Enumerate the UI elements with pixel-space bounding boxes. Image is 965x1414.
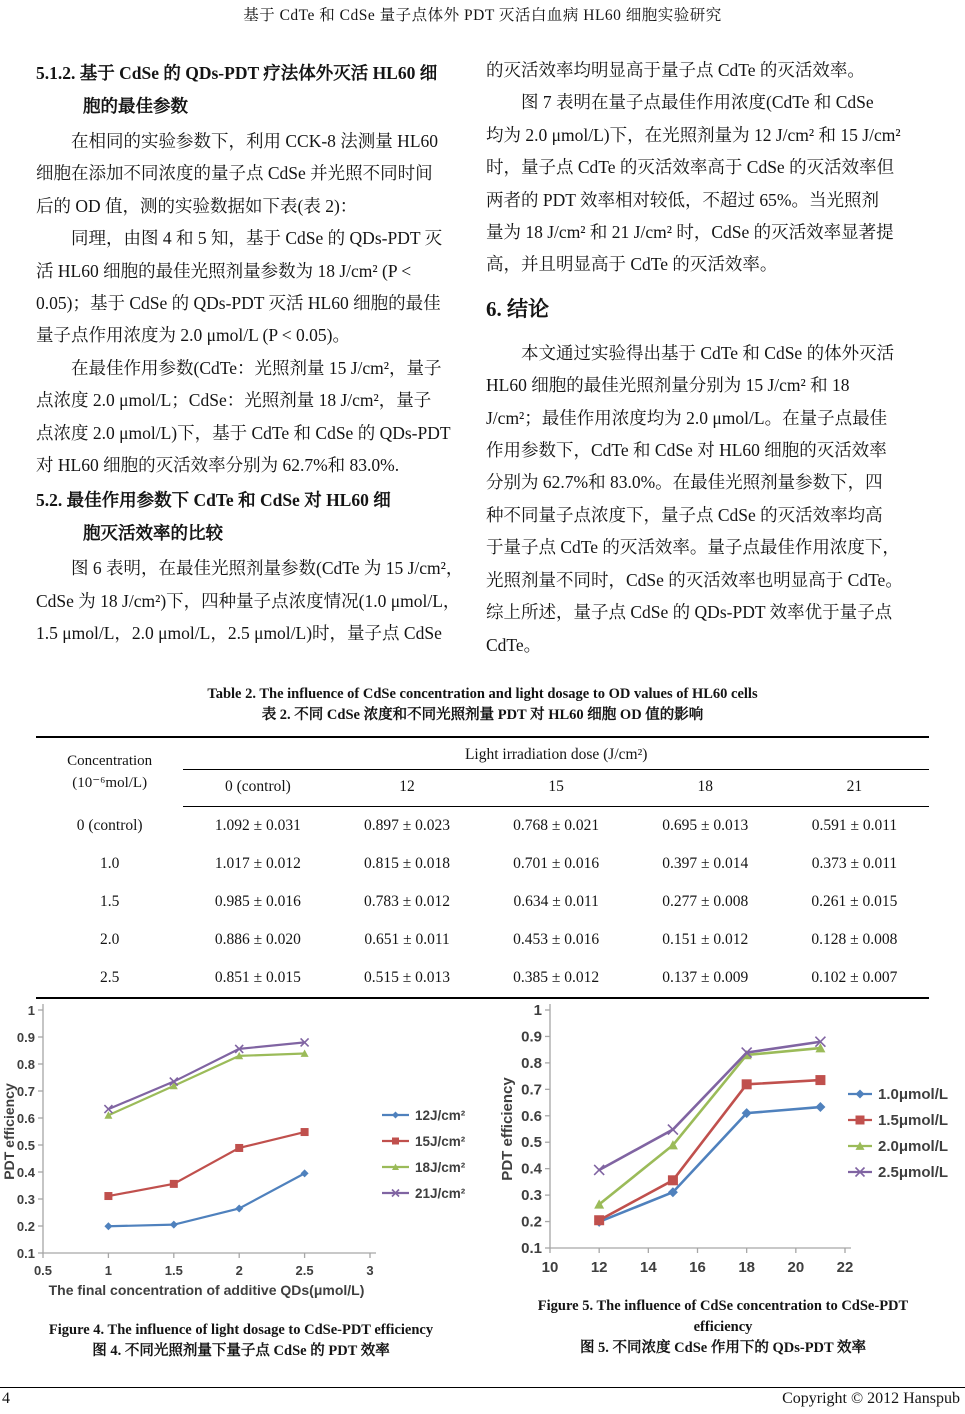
x-tick-label: 1	[104, 1263, 113, 1278]
text-line: 的灭活效率均明显高于量子点 CdTe 的灭活效率。	[486, 60, 865, 80]
text-line: CdSe 为 18 J/cm²)下，四种量子点浓度情况(1.0 μmol/L，	[36, 590, 461, 611]
dose-header: 21	[780, 770, 929, 807]
od-value-cell: 0.591 ± 0.011	[811, 817, 898, 834]
series-line	[599, 1048, 820, 1204]
od-value-cell: 0.128 ± 0.008	[811, 931, 898, 948]
row-label: 1.0	[99, 855, 120, 872]
dose-header: 12	[332, 770, 481, 807]
diamond-marker	[301, 1169, 309, 1177]
diamond-marker	[235, 1204, 243, 1212]
x-tick-label: 20	[787, 1259, 805, 1276]
dose-header: 18	[631, 770, 780, 807]
row-label: 1.5	[99, 893, 120, 910]
section-heading	[486, 295, 930, 323]
figure-4-caption	[0, 1320, 482, 1362]
od-value-cell: 0.397 ± 0.014	[662, 855, 749, 872]
copyright-text: Copyright © 2012 Hanspub	[782, 1390, 960, 1407]
y-tick-label: 1	[533, 1002, 542, 1019]
x-tick-label: 1.5	[164, 1263, 183, 1278]
y-tick-label: 0.3	[521, 1187, 542, 1205]
od-value-cell: 0.385 ± 0.012	[482, 959, 631, 998]
text-line: 时，量子点 CdTe 的灭活效率高于 CdSe 的灭活效率但	[486, 157, 895, 178]
figure-5	[482, 998, 965, 1398]
concentration-header-line2: (10⁻⁶mol/L)	[72, 775, 148, 792]
text-line: 0.05)；基于 CdSe 的 QDs-PDT 灭活 HL60 细胞的最佳	[36, 293, 441, 314]
square-marker	[815, 1075, 825, 1085]
y-tick-label: 0.5	[521, 1134, 542, 1152]
legend-label: 1.5μmol/L	[878, 1112, 949, 1129]
concentration-header	[36, 737, 183, 807]
y-tick-label: 0.8	[521, 1054, 542, 1072]
paragraph	[36, 352, 480, 482]
section-heading	[36, 484, 480, 550]
od-value-cell: 0.137 ± 0.009	[631, 959, 780, 998]
od-value-cell: 0.695 ± 0.013	[662, 817, 749, 834]
od-value-cell: 0.515 ± 0.013	[332, 959, 481, 998]
concentration-header-line1: Concentration	[67, 753, 153, 770]
od-value-cell: 0.768 ± 0.021	[513, 817, 600, 834]
text-line: 光照剂量不同时，CdSe 的灭活效率也明显高于 CdTe。	[486, 569, 903, 590]
figure-5-caption-zh: 图 5. 不同浓度 CdSe 作用下的 QDs-PDT 效率	[579, 1340, 867, 1356]
text-line: 两者的 PDT 效率相对较低，不超过 65%。当光照剂	[486, 189, 879, 210]
text-line: HL60 细胞的最佳光照剂量分别为 15 J/cm² 和 18	[486, 375, 850, 396]
table-body	[36, 807, 929, 999]
figure-4	[0, 998, 482, 1398]
y-tick-label: 0.3	[16, 1192, 35, 1207]
text-line: 6. 结论	[486, 296, 549, 321]
text-line: 5.2. 最佳作用参数下 CdTe 和 CdSe 对 HL60 细	[36, 490, 391, 511]
legend-label: 12J/cm²	[415, 1108, 466, 1123]
y-tick-label: 0.1	[521, 1240, 542, 1257]
od-value-cell: 0.815 ± 0.018	[364, 855, 451, 872]
row-label: 2.0	[99, 931, 120, 948]
series-line	[108, 1173, 304, 1226]
text-line: 细胞在添加不同浓度的量子点 CdSe 并光照不同时间	[36, 163, 433, 184]
diamond-marker	[392, 1112, 399, 1119]
y-tick-label: 0.5	[16, 1138, 35, 1153]
series-line	[599, 1107, 820, 1222]
od-value-cell: 0.985 ± 0.016	[214, 893, 301, 910]
od-value-cell: 0.701 ± 0.016	[513, 855, 600, 872]
footer-divider	[0, 1387, 965, 1388]
x-tick-label: 2	[235, 1263, 243, 1278]
dose-span-header: Light irradiation dose (J/cm²)	[183, 737, 929, 770]
text-line: 对 HL60 细胞的灭活效率分别为 62.7%和 83.0%.	[36, 455, 400, 476]
y-tick-label: 0.9	[16, 1030, 35, 1045]
diamond-marker	[170, 1221, 178, 1229]
row-label: 0 (control)	[76, 816, 143, 834]
square-marker	[170, 1180, 178, 1188]
section-heading	[36, 57, 480, 123]
running-header: 基于 CdTe 和 CdSe 量子点体外 PDT 灭活白血病 HL60 细胞实验研究	[243, 7, 722, 24]
text-line: 胞的最佳参数	[83, 96, 188, 116]
y-axis-title: PDT efficiency	[1, 1083, 17, 1180]
x-tick-label: 12	[590, 1259, 608, 1276]
x-tick-label: 14	[639, 1259, 657, 1276]
text-line: 点浓度 2.0 μmol/L；CdSe：光照剂量 18 J/cm²，量子	[36, 390, 432, 411]
text-line: 同理，由图 4 和 5 知，基于 CdSe 的 QDs-PDT 灭	[71, 228, 443, 249]
y-tick-label: 0.7	[521, 1081, 542, 1099]
figure-5-chart	[482, 998, 965, 1294]
od-value-cell: 0.634 ± 0.011	[513, 893, 599, 910]
x-tick-label: 22	[836, 1259, 854, 1276]
table-row	[36, 807, 929, 846]
text-line: 胞灭活效率的比较	[83, 523, 223, 544]
text-line: 种不同量子点浓度下，量子点 CdSe 的灭活效率均高	[486, 504, 883, 525]
legend-label: 15J/cm²	[415, 1134, 466, 1149]
legend-label: 2.5μmol/L	[878, 1164, 949, 1181]
od-value-cell: 0.886 ± 0.020	[214, 931, 301, 948]
text-line: 综上所述，量子点 CdSe 的 QDs-PDT 效率优于量子点	[486, 602, 893, 623]
y-tick-label: 0.6	[16, 1111, 35, 1126]
paragraph	[486, 86, 930, 280]
text-line: 在最佳作用参数(CdTe：光照剂量 15 J/cm²，量子	[71, 357, 442, 378]
text-line: 高，并且明显高于 CdTe 的灭活效率。	[486, 254, 778, 275]
od-value-cell: 0.102 ± 0.007	[780, 959, 929, 998]
od-value-cell: 1.092 ± 0.031	[214, 817, 301, 834]
text-line: 本文通过实验得出基于 CdTe 和 CdSe 的体外灭活	[521, 342, 895, 363]
text-line: 量子点作用浓度为 2.0 μmol/L (P < 0.05)。	[36, 325, 350, 346]
y-tick-label: 0.1	[16, 1246, 35, 1261]
right-column	[486, 54, 930, 661]
x-tick-label: 18	[738, 1259, 756, 1276]
y-axis-title: PDT efficiency	[499, 1077, 516, 1181]
table-caption-en: Table 2. The influence of CdSe concentration and light dosage to OD values of HL60 cells	[207, 686, 758, 702]
table-row	[36, 959, 929, 998]
page-number: 4	[2, 1390, 10, 1407]
series-line	[108, 1042, 304, 1109]
table-row	[36, 883, 929, 921]
y-tick-label: 0.4	[16, 1165, 35, 1180]
text-line: J/cm²；最佳作用浓度均为 2.0 μmol/L。在量子点最佳	[486, 407, 888, 428]
square-marker	[392, 1138, 399, 1145]
left-column	[36, 54, 480, 650]
square-marker	[856, 1116, 865, 1125]
legend-label: 2.0μmol/L	[878, 1138, 949, 1155]
table-row	[36, 845, 929, 883]
figure-5-caption	[508, 1296, 938, 1359]
x-axis-title: The final concentration of additive QDs(μmol/L)	[48, 1282, 365, 1298]
od-value-cell: 0.897 ± 0.023	[364, 817, 451, 834]
square-marker	[301, 1128, 309, 1136]
text-line: 量为 18 J/cm² 和 21 J/cm² 时，CdSe 的灭活效率显著提	[486, 222, 894, 243]
figure-4-caption-en: Figure 4. The influence of light dosage to CdSe-PDT efficiency	[48, 1322, 434, 1338]
y-tick-label: 0.2	[16, 1219, 35, 1234]
figures-row	[0, 998, 965, 1398]
text-line: 分别为 62.7%和 83.0%。在最佳光照剂量参数下，四	[486, 472, 883, 493]
figure-5-caption-en: Figure 5. The influence of CdSe concentration to CdSe-PDT efficiency	[537, 1298, 909, 1335]
text-line: 均为 2.0 μmol/L)下，在光照剂量为 12 J/cm² 和 15 J/cm²	[486, 124, 901, 145]
text-line: 于量子点 CdTe 的灭活效率。量子点最佳作用浓度下，	[486, 537, 900, 558]
legend-label: 21J/cm²	[415, 1186, 466, 1201]
y-tick-label: 0.6	[521, 1107, 542, 1125]
series-line	[599, 1042, 820, 1170]
series-line	[108, 1053, 304, 1115]
od-values-table	[36, 736, 929, 999]
x-tick-label: 3	[366, 1263, 374, 1278]
text-line: 后的 OD 值，测的实验数据如下表(表 2)：	[36, 195, 358, 216]
text-line: 活 HL60 细胞的最佳光照剂量参数为 18 J/cm² (P <	[36, 260, 412, 281]
od-value-cell: 0.453 ± 0.016	[513, 931, 600, 948]
text-line: 图 7 表明在量子点最佳作用浓度(CdTe 和 CdSe	[521, 92, 874, 113]
diamond-marker	[815, 1102, 825, 1112]
dose-header: 0 (control)	[183, 770, 332, 807]
text-line: 点浓度 2.0 μmol/L)下，基于 CdTe 和 CdSe 的 QDs-PDT	[36, 422, 451, 443]
figure-4-chart	[0, 998, 482, 1316]
od-value-cell: 1.017 ± 0.012	[214, 855, 301, 872]
square-marker	[742, 1079, 752, 1089]
od-value-cell: 0.261 ± 0.015	[811, 893, 898, 910]
y-tick-label: 0.4	[521, 1160, 542, 1178]
text-line: 1.5 μmol/L，2.0 μmol/L，2.5 μmol/L)时，量子点 CdSe	[36, 623, 442, 644]
paragraph	[486, 337, 930, 661]
x-tick-label: 0.5	[33, 1263, 53, 1278]
square-marker	[104, 1192, 112, 1200]
y-tick-label: 1	[27, 1003, 35, 1018]
figure-4-caption-zh: 图 4. 不同光照剂量下量子点 CdSe 的 PDT 效率	[92, 1343, 390, 1359]
x-tick-label: 16	[689, 1259, 706, 1276]
text-line: 作用参数下，CdTe 和 CdSe 对 HL60 细胞的灭活效率	[486, 440, 887, 461]
square-marker	[594, 1215, 604, 1225]
paragraph	[36, 125, 480, 222]
y-tick-label: 0.7	[16, 1084, 35, 1099]
table-2-block	[36, 684, 929, 999]
od-value-cell: 0.651 ± 0.011	[364, 931, 450, 948]
od-value-cell: 0.783 ± 0.012	[364, 893, 451, 910]
table-row	[36, 921, 929, 959]
od-value-cell: 0.373 ± 0.011	[811, 855, 898, 872]
table-caption-zh: 表 2. 不同 CdSe 浓度和不同光照剂量 PDT 对 HL60 细胞 OD 值的影响	[261, 707, 704, 723]
od-value-cell: 0.277 ± 0.008	[662, 893, 749, 910]
paragraph	[36, 552, 480, 649]
series-line	[108, 1132, 304, 1196]
diamond-marker	[104, 1222, 112, 1230]
x-tick-label: 10	[541, 1259, 559, 1276]
od-value-cell: 0.851 ± 0.015	[183, 959, 332, 998]
dose-header: 15	[482, 770, 631, 807]
text-line: 在相同的实验参数下，利用 CCK-8 法测量 HL60	[71, 131, 439, 151]
paragraph	[36, 222, 480, 352]
legend-label: 18J/cm²	[415, 1160, 466, 1175]
y-tick-label: 0.9	[521, 1028, 542, 1046]
row-label: 2.5	[36, 959, 183, 998]
text-line: 5.1.2. 基于 CdSe 的 QDs-PDT 疗法体外灭活 HL60 细	[36, 63, 438, 83]
paragraph	[486, 54, 930, 86]
text-line: CdTe。	[486, 634, 542, 655]
text-line: 图 6 表明，在最佳光照剂量参数(CdTe 为 15 J/cm²，	[71, 558, 464, 579]
x-tick-label: 2.5	[295, 1263, 314, 1278]
square-marker	[235, 1144, 243, 1152]
y-tick-label: 0.8	[16, 1057, 35, 1072]
diamond-marker	[856, 1090, 865, 1099]
legend-label: 1.0μmol/L	[878, 1086, 949, 1103]
od-value-cell: 0.151 ± 0.012	[662, 931, 749, 948]
y-tick-label: 0.2	[521, 1213, 542, 1231]
square-marker	[668, 1175, 678, 1185]
